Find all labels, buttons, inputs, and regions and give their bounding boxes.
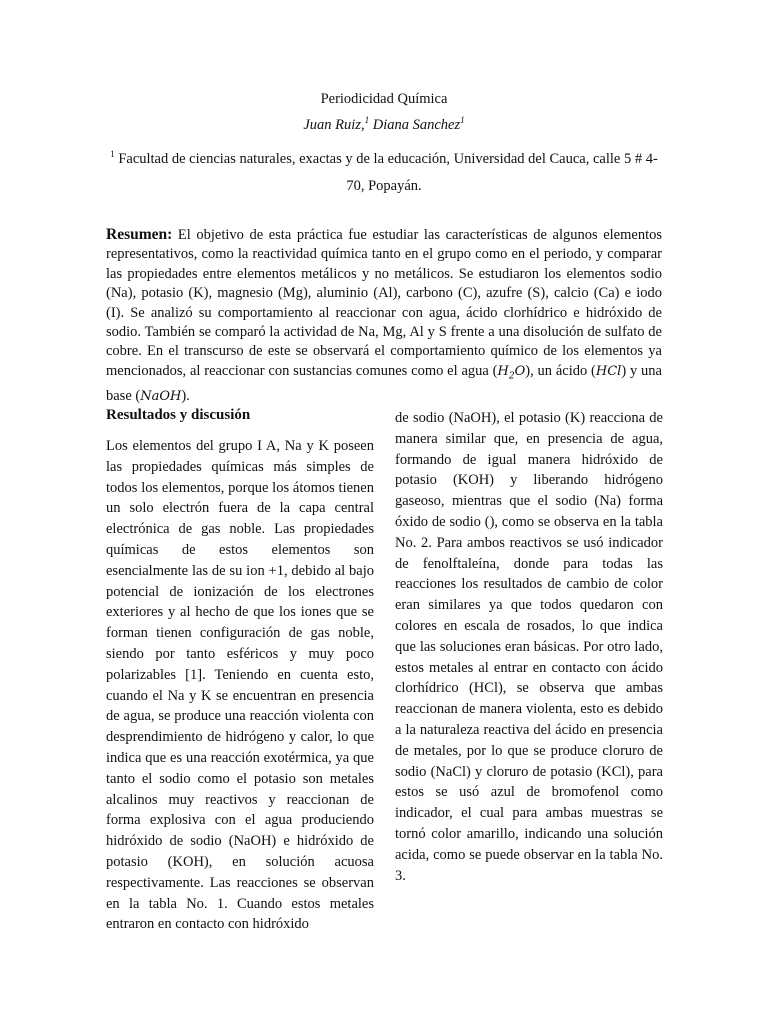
affiliation-mark: 1 — [110, 149, 115, 160]
abstract — [106, 225, 662, 406]
water-formula-base: H — [497, 363, 509, 379]
author-affiliation-mark: 1 — [460, 115, 465, 126]
right-column-text: de sodio (NaOH), el potasio (K) reacciona de manera similar que, en presencia de agua, formando de igual manera hidróxido de potasio (KOH) y liberando hidrógeno gaseoso, mientras que el sodio (Na) forma óxido de sodio (), como se observa en la tabla No. 2. Para ambos reactivos se usó indicador de fenolftaleína, donde para todas las reacciones los resultados de cambio de color eran similares ya que todos quedaron con colores en escala de rosados, lo que indica que las soluciones eran básicas. Por otro lado, estos metales al entrar en contacto con ácido clorhídrico (HCl), se observa que ambas reaccionan de manera violenta, esto es debido a la naturaleza reactiva del ácido en presencia de metales, por lo que se produce cloruro de sodio (NaCl) y cloruro de potasio (KCl), para estos se usó azul de bromofenol como indicador, el cual para ambas muestras se tornó color amarillo, indicando una solución acida, como se puede observar en la tabla No. 3. — [395, 410, 663, 884]
abstract-text: El objetivo de esta práctica fue estudiar las características de algunos elementos representativos, como la reactividad química tanto en el grupo como en el periodo, y comparar las propiedades entre elementos metálicos y no metálicos. Se estudiaron los elementos sodio (Na), potasio (K), magnesio (Mg), aluminio (Al), carbono (C), azufre (S), calcio (Ca) e iodo (I). Se analizó su comportamiento al reaccionar con agua, ácido clorhídrico e hidróxido de sodio. También se comparó la actividad de Na, Mg, Al y S frente a una disolución de sulfato de cobre. En el transcurso de este se observará el comportamiento químico de los elementos ya mencionados, al reaccionar con sustancias comunes como el agua ( — [106, 227, 662, 379]
affiliation — [106, 146, 662, 200]
base-formula: NaOH — [140, 388, 182, 404]
abstract-text-3: ) y una base ( — [106, 362, 662, 404]
section-heading: Resultados y discusión — [106, 407, 251, 423]
author-affiliation-mark: 1 — [364, 115, 370, 126]
abstract-label: Resumen: — [106, 226, 173, 243]
water-formula — [497, 363, 526, 382]
affiliation-text: Facultad de ciencias naturales, exactas y de la educación, Universidad del Cauca, calle 5 # 4-70, Popayán. — [114, 151, 658, 194]
abstract-text-2: ), un ácido ( — [525, 362, 596, 379]
water-formula-end: O — [514, 363, 526, 379]
water-formula-subscript: 2 — [508, 371, 515, 382]
abstract-text-4: ). — [181, 387, 190, 404]
author-line — [0, 117, 768, 134]
author-name: Diana Sanchez — [369, 117, 461, 133]
author-name: Juan Ruiz, — [303, 117, 365, 133]
left-column-text: Los elementos del grupo I A, Na y K poseen las propiedades químicas más simples de todos los elementos, porque los átomos tienen un solo electrón fuera de la capa central electrónica de gas noble. Las propiedades químicas de estos elementos son esencialmente las de su ion +1, debido al bajo potencial de ionización de los electrones exteriores y al hecho de que los iones que se forman tienen configuración de gas noble, siendo por tanto esféricos y muy poco polarizables [1]. Teniendo en cuenta esto, cuando el Na y K se encuentran en presencia de agua, se produce una reacción violenta con desprendimiento de hidrógeno y calor, lo que indica que es una reacción exotérmica, ya que tanto el sodio como el potasio son metales alcalinos muy reactivos y reaccionan de forma explosiva con el agua produciendo hidróxido de sodio (NaOH) e hidróxido de potasio (KOH), en solución acuosa respectivamente. Las reacciones se observan en la tabla No. 1. Cuando estos metales entraron en contacto con hidróxido — [106, 438, 374, 933]
paper-title: Periodicidad Química — [320, 91, 448, 107]
acid-formula: HCl — [595, 363, 622, 379]
